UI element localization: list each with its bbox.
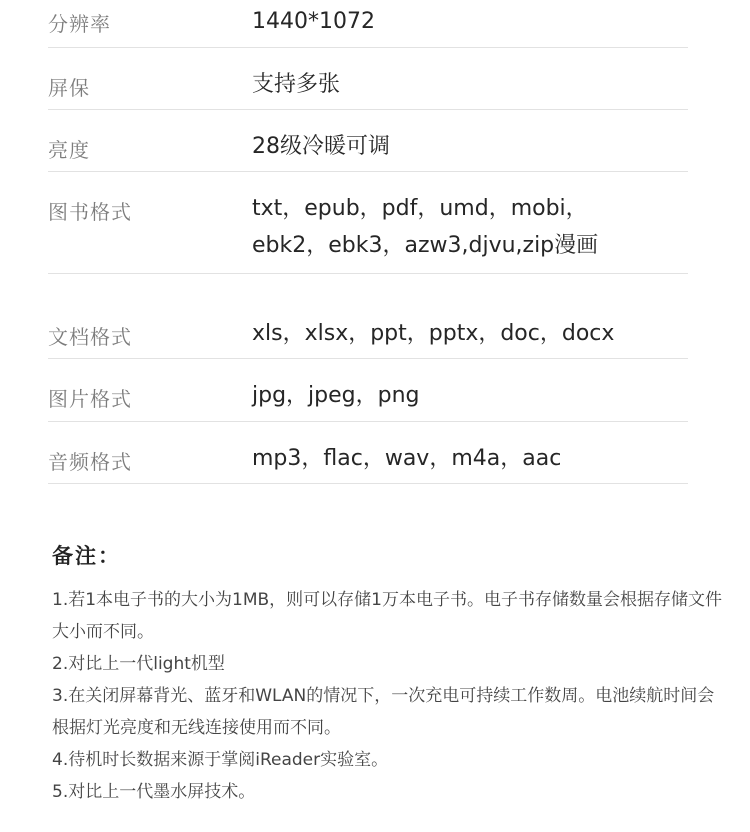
note-item: 5.对比上一代墨水屏技术。	[52, 782, 256, 802]
spec-label: 音频格式	[48, 450, 132, 474]
spec-value: jpg，jpeg，png	[252, 383, 420, 408]
spec-row-brightness	[48, 110, 688, 172]
spec-label: 文档格式	[48, 325, 132, 349]
notes-title: 备注：	[52, 544, 121, 568]
note-item: 2.对比上一代light机型	[52, 654, 225, 674]
spec-table	[48, 0, 688, 484]
spec-label: 图书格式	[48, 200, 132, 224]
note-item: 1.若1本电子书的大小为1MB，则可以存储1万本电子书。电子书存储数量会根据存储文件大小而不同。	[52, 590, 722, 642]
spec-row-screensaver	[48, 48, 688, 110]
spec-row-audio-formats	[48, 422, 688, 484]
spec-label: 屏保	[48, 76, 90, 100]
note-item: 3.在关闭屏幕背光、蓝牙和WLAN的情况下，一次充电可持续工作数周。电池续航时间会根据灯光亮度和无线连接使用而不同。	[52, 686, 715, 738]
spec-value-line1: txt，epub，pdf，umd，mobi，	[252, 196, 588, 221]
spec-label: 亮度	[48, 138, 90, 162]
spec-row-book-formats	[48, 172, 688, 274]
note-item: 4.待机时长数据来源于掌阅iReader实验室。	[52, 750, 389, 770]
spec-label: 分辨率	[48, 12, 111, 36]
spec-value: xls，xlsx，ppt，pptx，doc，docx	[252, 321, 615, 346]
spec-row-resolution	[48, 0, 688, 48]
notes-section	[52, 540, 722, 808]
spec-value: 支持多张	[252, 72, 341, 97]
spec-value-line2: ebk2，ebk3，azw3,djvu,zip漫画	[252, 233, 599, 258]
spec-value: 1440*1072	[252, 9, 375, 34]
spec-row-document-formats	[48, 274, 688, 359]
spec-value: 28级冷暖可调	[252, 134, 390, 159]
spec-label: 图片格式	[48, 387, 132, 411]
spec-row-image-formats	[48, 359, 688, 422]
spec-value: mp3，flac，wav，m4a，aac	[252, 446, 562, 471]
